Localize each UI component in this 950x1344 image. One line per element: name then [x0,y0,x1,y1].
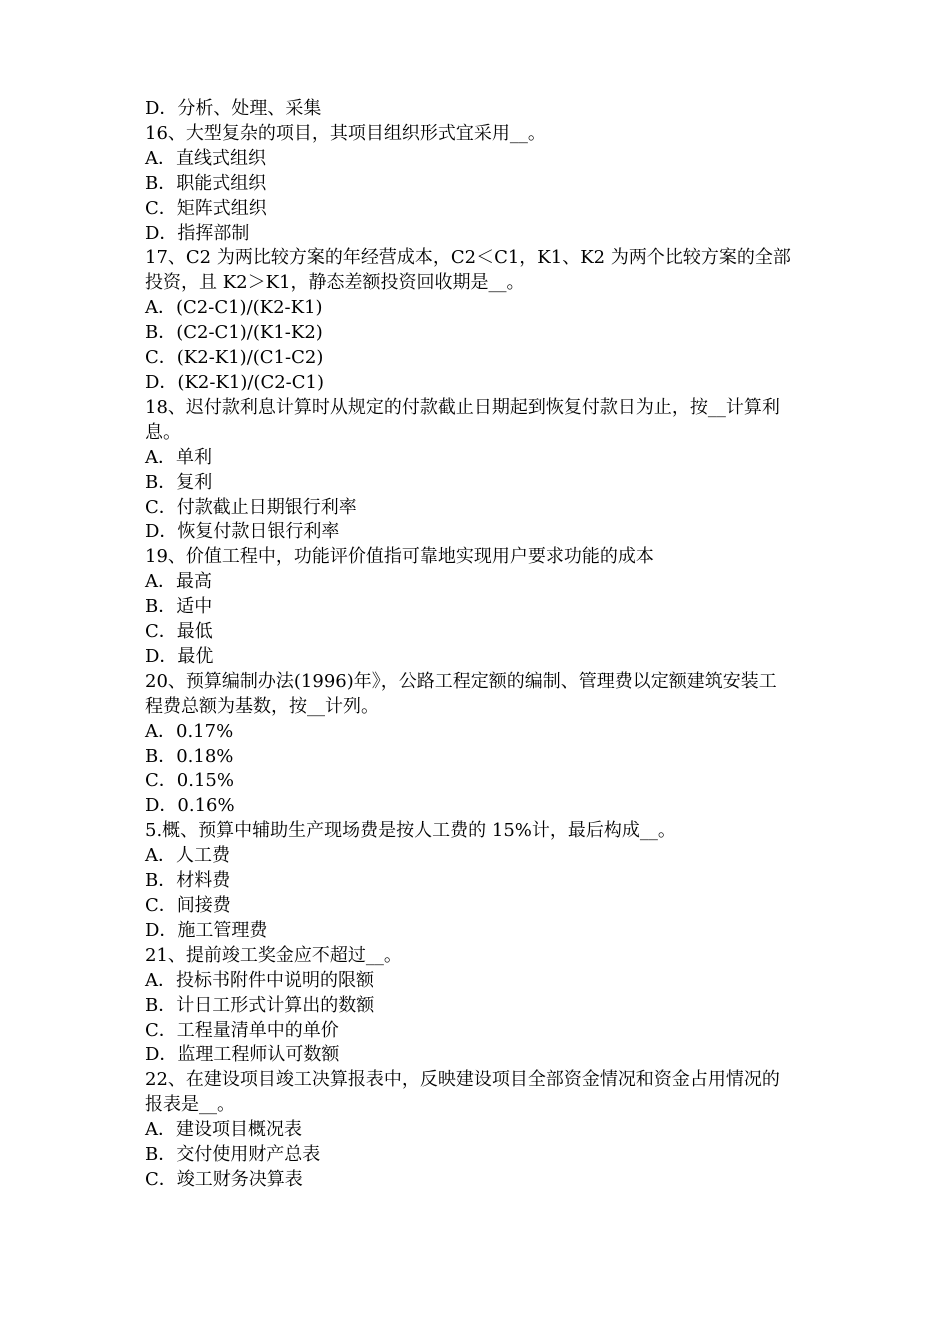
question-5: 5.概、预算中辅助生产现场费是按人工费的 15%计，最后构成__。 [145,820,676,842]
option-line: C．付款截止日期银行利率 [145,496,357,518]
option-line: A．投标书附件中说明的限额 [145,969,374,991]
document-page [145,97,810,1193]
option-line: B．职能式组织 [145,172,267,194]
option-line: D．(K2-K1)/(C2-C1) [145,371,324,393]
option-line: A．(C2-C1)/(K2-K1) [145,297,323,319]
option-line: D．指挥部制 [145,222,250,244]
option-line: D．施工管理费 [145,919,268,941]
option-line: A．直线式组织 [145,147,266,169]
option-line: B．交付使用财产总表 [145,1144,321,1166]
option-line: D．恢复付款日银行利率 [145,521,340,543]
option-line: D．监理工程师认可数额 [145,1044,340,1066]
question-17: 17、C2 为两比较方案的年经营成本，C2＜C1，K1、K2 为两个比较方案的全部 [145,247,791,269]
option-line: A．0.17% [145,720,234,742]
question-19: 19、价值工程中，功能评价值指可靠地实现用户要求功能的成本 [145,546,654,568]
option-line: C．(K2-K1)/(C1-C2) [145,347,324,369]
question-18-continued: 息。 [145,421,181,443]
option-line: C．0.15% [145,770,234,792]
option-line: C．工程量清单中的单价 [145,1019,339,1041]
option-line: B．复利 [145,471,213,493]
option-line: B．(C2-C1)/(K1-K2) [145,322,323,344]
option-line: B．适中 [145,596,213,618]
option-line: A．人工费 [145,845,230,867]
option-line: C．最低 [145,621,213,643]
question-18: 18、迟付款利息计算时从规定的付款截止日期起到恢复付款日为止，按__计算利 [145,396,780,418]
option-line: B．0.18% [145,745,234,767]
option-line: A．最高 [145,571,212,593]
question-20-continued: 程费总额为基数，按__计列。 [145,695,379,717]
option-line: B．材料费 [145,870,231,892]
question-22: 22、在建设项目竣工决算报表中，反映建设项目全部资金情况和资金占用情况的 [145,1069,780,1091]
option-line: C．竣工财务决算表 [145,1168,303,1190]
option-line: A．建设项目概况表 [145,1119,302,1141]
option-line: D．分析、处理、采集 [145,98,322,119]
question-21: 21、提前竣工奖金应不超过__。 [145,944,402,966]
question-16: 16、大型复杂的项目，其项目组织形式宜采用__。 [145,122,546,144]
option-line: B．计日工形式计算出的数额 [145,994,375,1016]
question-20: 20、预算编制办法(1996)年》，公路工程定额的编制、管理费以定额建筑安装工 [145,670,777,692]
question-22-continued: 报表是__。 [145,1094,235,1116]
option-line: D．0.16% [145,795,235,817]
option-line: C．间接费 [145,895,231,916]
option-line: D．最优 [145,645,214,667]
option-line: A．单利 [145,446,212,468]
question-17-continued: 投资，且 K2＞K1，静态差额投资回收期是__。 [145,272,525,294]
option-line: C．矩阵式组织 [145,197,267,219]
